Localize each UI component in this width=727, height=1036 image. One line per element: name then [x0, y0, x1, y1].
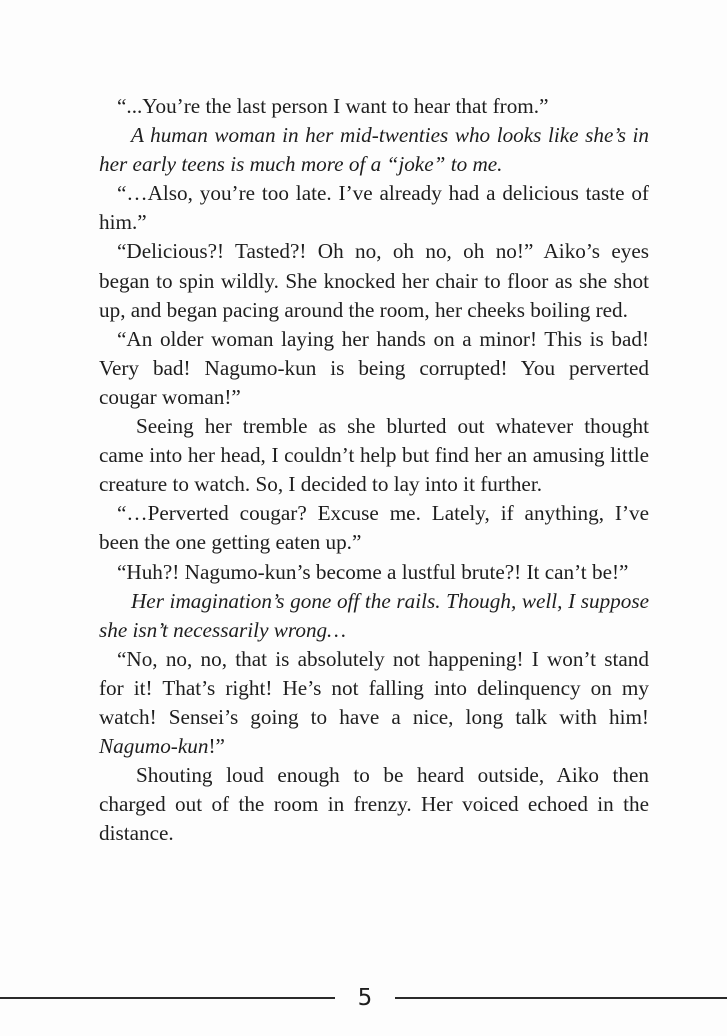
- inner-thought-paragraph: Her imagination’s gone off the rails. Though, well, I suppose she isn’t necessarily wrong…: [99, 588, 649, 642]
- paragraph: “…Also, you’re too late. I’ve already had a delicious taste of him.”: [99, 181, 649, 235]
- paragraph: “...You’re the last person I want to hear that from.”: [117, 94, 549, 118]
- paragraph: Shouting loud enough to be heard outside, Aiko then charged out of the room in frenzy. Her voiced echoed in the distance.: [99, 763, 649, 846]
- footer-rule-right: [395, 997, 727, 999]
- page-number: 5: [357, 985, 373, 1011]
- paragraph: “…Perverted cougar? Excuse me. Lately, if anything, I’ve been the one getting eaten up.”: [99, 501, 649, 555]
- footer-rule-left: [0, 997, 335, 999]
- inner-thought-paragraph: A human woman in her mid-twenties who looks like she’s in her early teens is much more of a “joke” to me.: [99, 123, 649, 177]
- paragraph-text: “No, no, no, that is absolutely not happening! I won’t stand for it! That’s right! He’s not falling into delinquency on my watch! Sensei’s going to have a nice, long talk with him!: [99, 646, 649, 729]
- paragraph: [99, 645, 649, 761]
- paragraph: Seeing her tremble as she blurted out whatever thought came into her head, I couldn’t help but find her an amusing little creature to watch. So, I decided to lay into it further.: [99, 414, 649, 497]
- paragraph-text: !”: [208, 734, 225, 759]
- paragraph: “Delicious?! Tasted?! Oh no, oh no, oh no!” Aiko’s eyes began to spin wildly. She knocked her chair to floor as she shot up, and began pacing around the room, her cheeks boiling red.: [99, 239, 649, 322]
- paragraph: “An older woman laying her hands on a minor! This is bad! Very bad! Nagumo-kun is being corrupted! You perverted cougar woman!”: [99, 326, 649, 409]
- paragraph: “Huh?! Nagumo-kun’s become a lustful brute?! It can’t be!”: [117, 559, 629, 584]
- body-text: [99, 92, 649, 848]
- emphasized-name: Nagumo-kun: [99, 734, 209, 759]
- page-footer: [0, 982, 727, 1016]
